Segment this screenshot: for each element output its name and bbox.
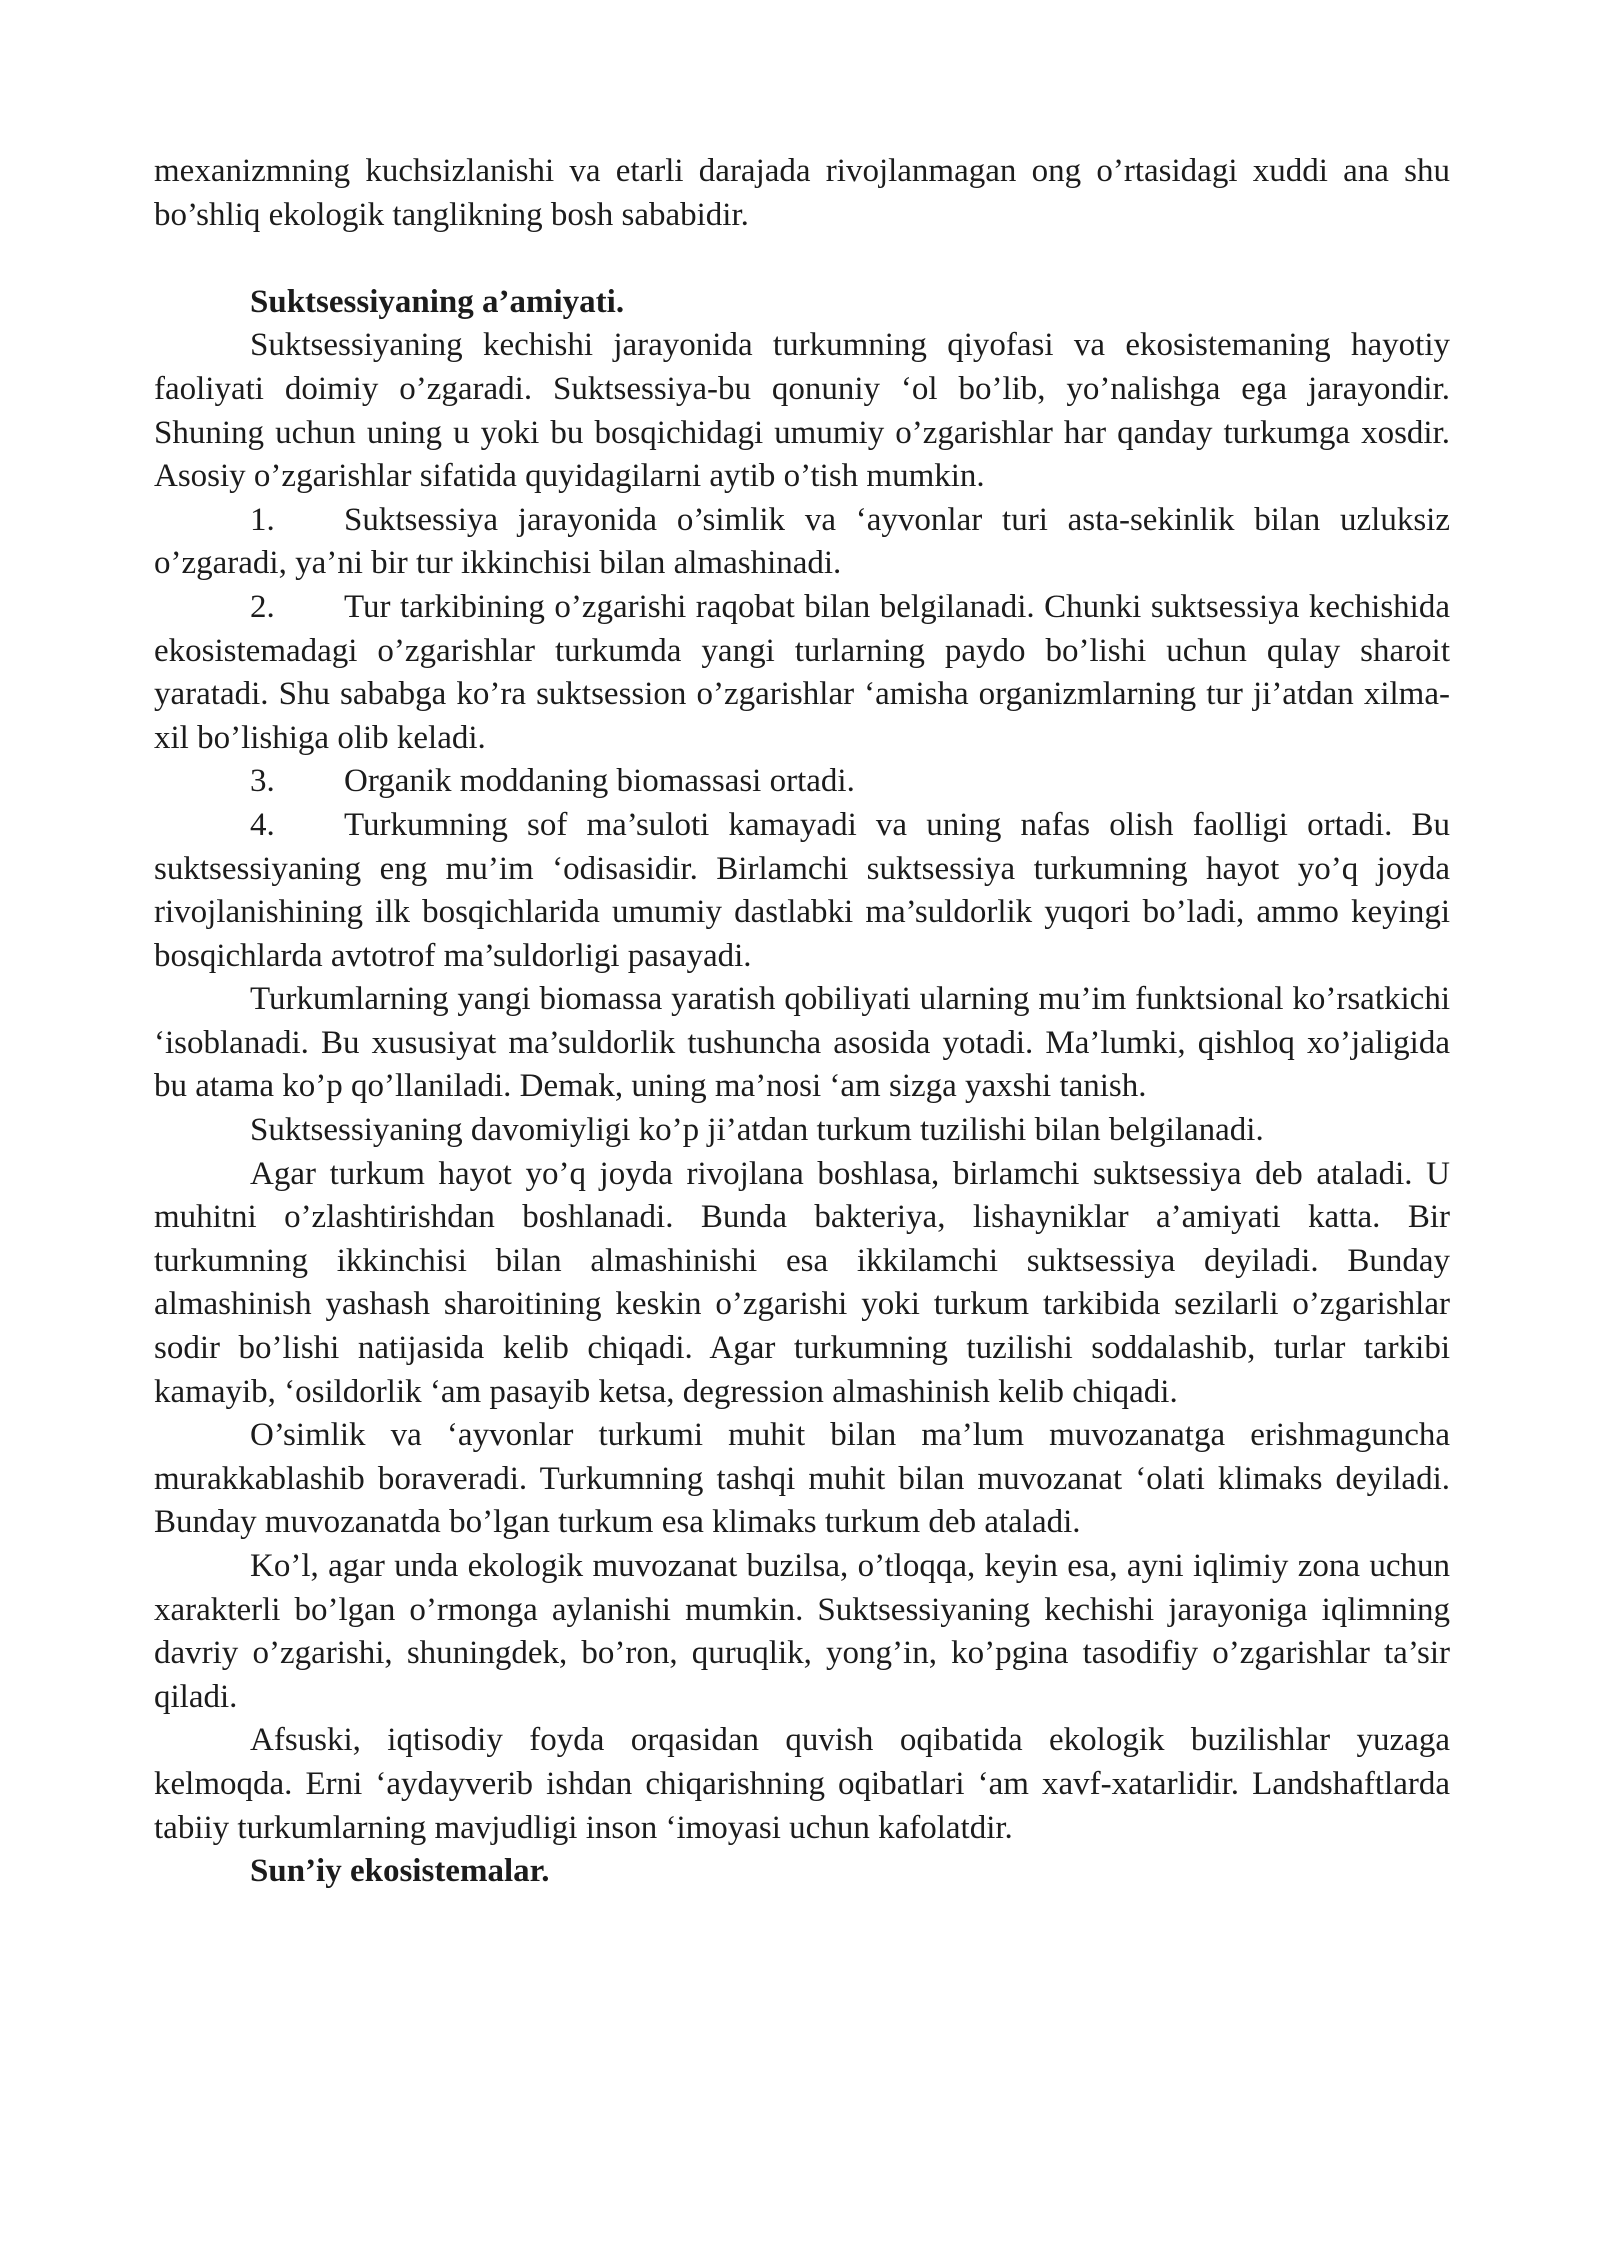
paragraph-climax: O’simlik va ‘ayvonlar turkumi muhit bilan ma’lum muvozanatga erishmaguncha murakkablashib boraveradi. Turkumning tashqi muhit bilan muvozanat ‘olati klimaks deyiladi. Bunday muvozanatda bo’lgan turkum esa klimaks turkum deb ataladi. [154, 1417, 1450, 1541]
paragraph-succession-intro: Suktsessiyaning kechishi jarayonida turkumning qiyofasi va ekosistemaning hayotiy faoliyati doimiy o’zgaradi. Suktsessiya-bu qonuniy ‘ol bo’lib, yo’nalishga ega jarayondir. Shuning uchun uning u yoki bu bosqichidagi umumiy o’zgarishlar har qanday turkumga xosdir. Asosiy o’zgarishlar sifatida quyidagilarni aytib o’tish mumkin. [154, 327, 1450, 495]
list-item-1 [154, 499, 1450, 586]
list-number-4: 4. [250, 806, 275, 843]
paragraph-lake: Ko’l, agar unda ekologik muvozanat buzilsa, o’tloqqa, keyin esa, ayni iqlimiy zona uchun xarakterli bo’lgan o’rmonga aylanishi mumkin. Suktsessiyaning kechishi jarayoniga iqlimning davriy o’zgarishi, shuningdek, bo’ron, quruqlik, yong’in, ko’pgina tasodifiy o’zgarishlar ta’sir qiladi. [154, 1548, 1450, 1715]
paragraph-ecological-damage: Afsuski, iqtisodiy foyda orqasidan quvish oqibatida ekologik buzilishlar yuzaga kelmoqda. Erni ‘aydayverib ishdan chiqarishning oqibatlari ‘am xavf-xatarlidir. Landshaftlarda tabiiy turkumlarning mavjudligi inson ‘imoyasi uchun kafolatdir. [154, 1722, 1450, 1846]
list-text-2: Tur tarkibining o’zgarishi raqobat bilan belgilanadi. Chunki suktsessiya kechishida ekosistemadagi o’zgarishlar turkumda yangi turlarning paydo bo’lishi uchun qulay sharoit yaratadi. Shu sababga ko’ra suktsession o’zgarishlar ‘amisha organizmlarning tur ji’atdan xilma-xil bo’lishiga olib keladi. [154, 588, 1450, 756]
list-item-2 [154, 586, 1450, 760]
list-text-3: Organik moddaning biomassasi ortadi. [344, 763, 855, 800]
list-number-2: 2. [250, 588, 275, 625]
section-heading-succession-importance: Suktsessiyaning a’amiyati. [250, 283, 625, 320]
list-item-3 [154, 760, 1450, 804]
document-page [154, 150, 1450, 1894]
list-number-3: 3. [250, 763, 275, 800]
paragraph-continuation: mexanizmning kuchsizlanishi va etarli darajada rivojlanmagan ong o’rtasidagi xuddi ana shu bo’shliq ekologik tanglikning bosh sababidir. [154, 153, 1450, 233]
paragraph-primary-secondary: Agar turkum hayot yo’q joyda rivojlana boshlasa, birlamchi suktsessiya deb ataladi. U muhitni o’zlashtirishdan boshlanadi. Bunda bakteriya, lishayniklar a’amiyati katta. Bir turkumning ikkinchisi bilan almashinishi esa ikkilamchi suktsessiya deyiladi. Bunday almashinish yashash sharoitining keskin o’zgarishi yoki turkum tarkibida sezilarli o’zgarishlar sodir bo’lishi natijasida kelib chiqadi. Agar turkumning tuzilishi soddalashib, turlar tarkibi kamayib, ‘osildorlik ‘am pasayib ketsa, degression almashinish kelib chiqadi. [154, 1155, 1450, 1410]
paragraph-duration: Suktsessiyaning davomiyligi ko’p ji’atdan turkum tuzilishi bilan belgilanadi. [250, 1112, 1264, 1149]
list-item-4 [154, 804, 1450, 978]
section-heading-artificial-ecosystems: Sun’iy ekosistemalar. [250, 1853, 550, 1890]
paragraph-biomass: Turkumlarning yangi biomassa yaratish qobiliyati ularning mu’im funktsional ko’rsatkichi ‘isoblanadi. Bu xususiyat ma’suldorlik tushuncha asosida yotadi. Ma’lumki, qishloq xo’jaligida bu atama ko’p qo’llaniladi. Demak, uning ma’nosi ‘am sizga yaxshi tanish. [154, 981, 1450, 1105]
list-number-1: 1. [250, 501, 275, 538]
list-text-1: Suktsessiya jarayonida o’simlik va ‘ayvonlar turi asta-sekinlik bilan uzluksiz o’zgaradi, ya’ni bir tur ikkinchisi bilan almashinadi. [154, 501, 1450, 582]
list-text-4: Turkumning sof ma’suloti kamayadi va uning nafas olish faolligi ortadi. Bu suktsessiyaning eng mu’im ‘odisasidir. Birlamchi suktsessiya turkumning hayot yo’q joyda rivojlanishining ilk bosqichlarida umumiy dastlabki ma’suldorlik yuqori bo’ladi, ammo keyingi bosqichlarda avtotrof ma’suldorligi pasayadi. [154, 806, 1450, 974]
